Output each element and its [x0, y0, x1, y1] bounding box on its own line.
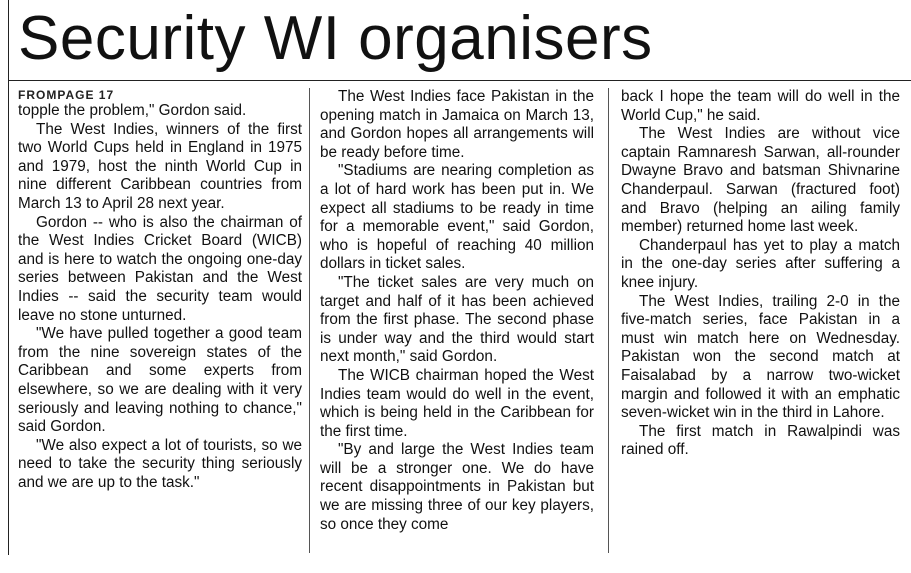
paragraph: back I hope the team will do well in the World Cup," he said.	[621, 88, 900, 124]
paragraph: Chanderpaul has yet to play a match in the one-day series after suffering a knee injury.	[621, 236, 900, 291]
paragraph: "We have pulled together a good team from the nine sovereign states of the Caribbean and some experts from elsewhere, so we are dealing with it very seriously and leaving nothing to chance," said Gordon.	[18, 325, 302, 436]
paragraph: "Stadiums are nearing completion as a lot of hard work has been put in. We expect all stadiums to be ready in time for a memorable event," said Gordon, who is hopeful of reaching 40 million dollars in ticket sales.	[320, 162, 594, 273]
headline-divider	[8, 80, 911, 81]
paragraph: Gordon -- who is also the chairman of the West Indies Cricket Board (WICB) and is here to watch the ongoing one-day series between Pakistan and the West Indies -- said the security team would leave no stone unturned.	[18, 213, 302, 324]
paragraph: The first match in Rawalpindi was rained off.	[621, 422, 900, 459]
paragraph: "The ticket sales are very much on target and half of it has been achieved from the first phase. The second phase is under way and the third would start next month," said Gordon.	[320, 273, 594, 366]
column-divider	[608, 88, 609, 553]
paragraph: "We also expect a lot of tourists, so we need to take the security thing seriously and we are up to the task."	[18, 436, 302, 491]
paragraph: The WICB chairman hoped the West Indies team would do well in the event, which is being held in the Caribbean for the first time.	[320, 366, 594, 440]
article-column-3	[621, 88, 900, 460]
paragraph: The West Indies, winners of the first two World Cups held in England in 1975 and 1979, host the ninth World Cup in nine different Caribbean countries from March 13 to April 28 next year.	[18, 120, 302, 212]
continued-from-label: FROMPAGE 17	[18, 88, 115, 102]
article-column-1	[18, 88, 302, 492]
article-left-border	[8, 0, 9, 555]
paragraph: The West Indies face Pakistan in the opening match in Jamaica on March 13, and Gordon hopes all arrangements will be ready before time.	[320, 88, 594, 161]
article-column-2	[320, 88, 594, 534]
article-headline: Security WI organisers	[18, 4, 653, 73]
paragraph: topple the problem," Gordon said.	[18, 102, 247, 119]
paragraph: "By and large the West Indies team will be a stronger one. We do have recent disappointments in Pakistan but we are missing three of our key players, so once they come	[320, 441, 594, 533]
paragraph: The West Indies are without vice captain Ramnaresh Sarwan, all-rounder Dwayne Bravo and batsman Shivnarine Chanderpaul. Sarwan (fractured foot) and Bravo (helping an ailing family member) returned home last week.	[621, 125, 900, 236]
column-divider	[309, 88, 310, 553]
paragraph: The West Indies, trailing 2-0 in the five-match series, face Pakistan in a must win match here on Wednesday. Pakistan won the second match at Faisalabad by a narrow two-wicket margin and followed it with an emphatic seven-wicket win in the third in Lahore.	[621, 292, 900, 422]
